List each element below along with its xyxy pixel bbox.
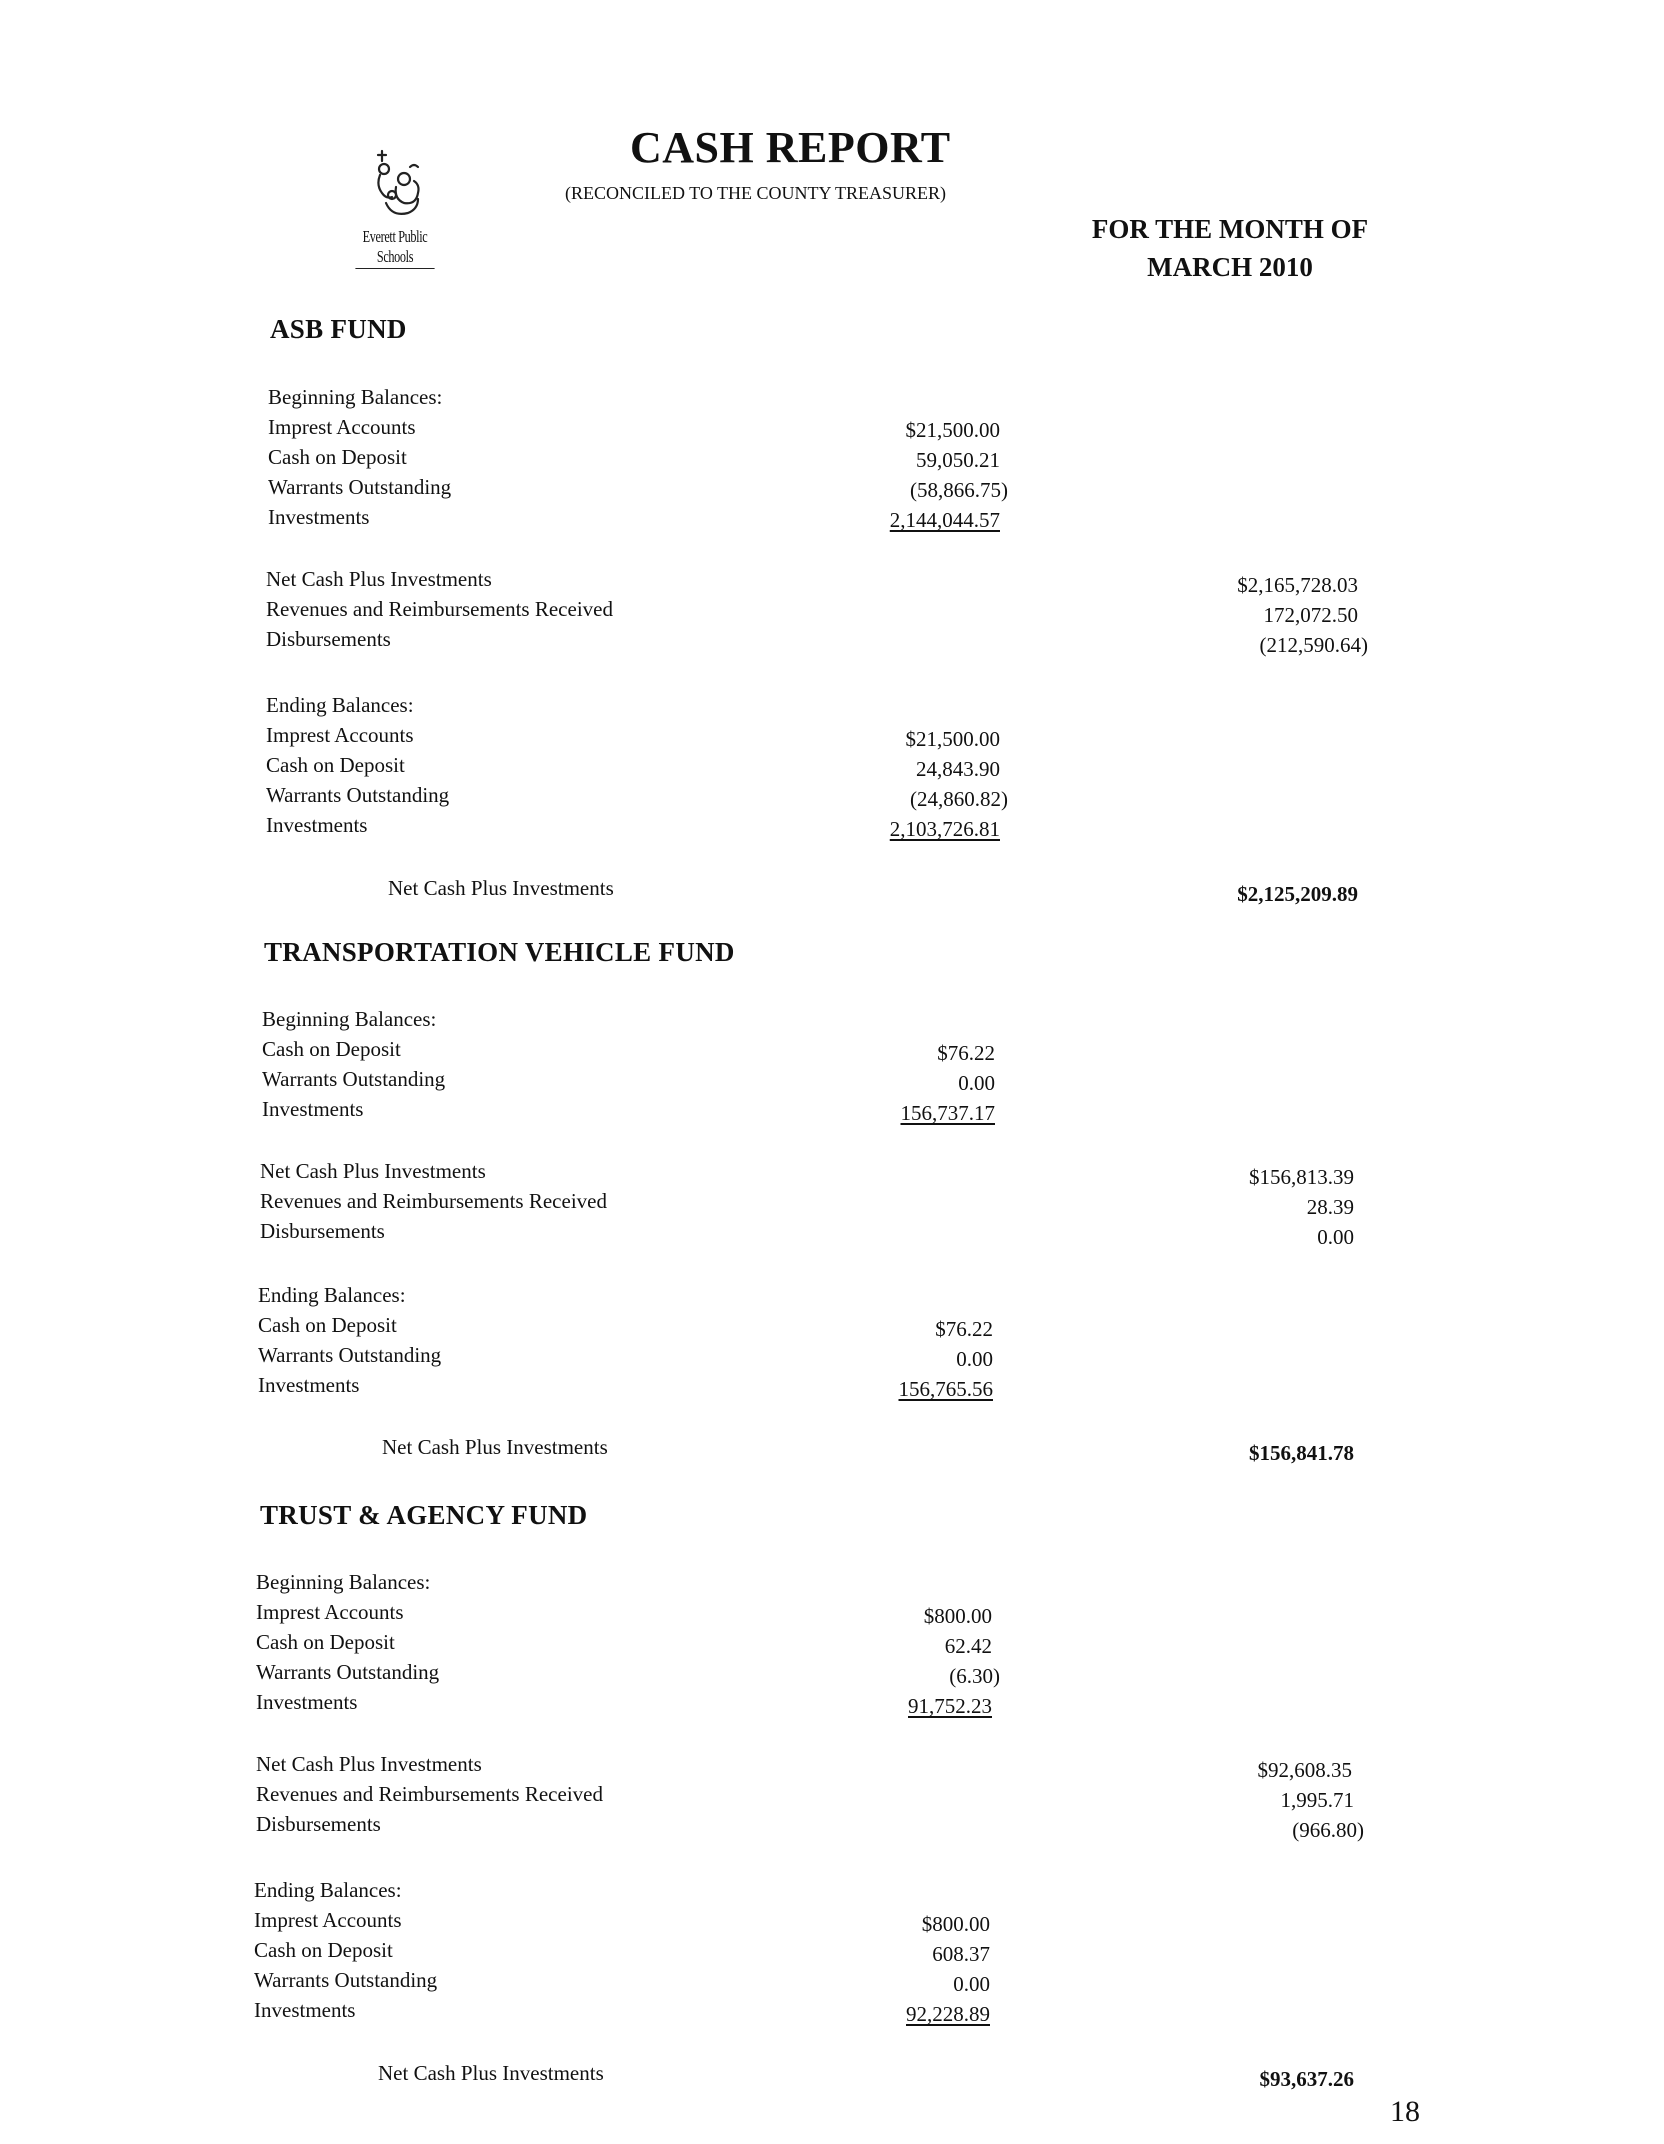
asb-disbursements-value: (212,590.64) [1259, 633, 1368, 657]
asb-beg-investments-value: 2,144,044.57 [889, 508, 1000, 532]
asb-beg-imprest-value: $21,500.00 [905, 418, 1000, 442]
trust-disbursements-value: (966.80) [1292, 1818, 1364, 1842]
tvf-end-warrants-label: Warrants Outstanding [258, 1343, 442, 1367]
trust-beg-warrants-value: (6.30) [949, 1664, 1000, 1688]
asb-end-imprest-label: Imprest Accounts [266, 723, 414, 747]
asb-end-cash-value: 24,843.90 [916, 757, 1000, 781]
asb-fund-title: ASB FUND [270, 314, 407, 344]
asb-net-begin-value: $2,165,728.03 [1237, 573, 1358, 597]
tvf-beg-cash-value: $76.22 [937, 1041, 995, 1065]
tvf-ending-label: Ending Balances: [258, 1283, 406, 1307]
tvf-net-begin-value: $156,813.39 [1249, 1165, 1354, 1189]
trust-ending-label: Ending Balances: [254, 1878, 402, 1902]
tvf-beg-investments-value: 156,737.17 [900, 1101, 995, 1125]
tvf-end-investments-label: Investments [258, 1373, 360, 1397]
trust-beg-warrants-label: Warrants Outstanding [256, 1660, 440, 1684]
trust-end-warrants-value: 0.00 [953, 1972, 990, 1996]
tvf-end-warrants-value: 0.00 [956, 1347, 993, 1371]
tvf-end-investments-value: 156,765.56 [898, 1377, 993, 1401]
trust-beg-cash-value: 62.42 [944, 1634, 992, 1658]
tvf-revenues-value: 28.39 [1306, 1195, 1354, 1219]
asb-net-begin-label: Net Cash Plus Investments [266, 567, 492, 591]
trust-beg-investments-value: 91,752.23 [908, 1694, 992, 1718]
trust-end-warrants-label: Warrants Outstanding [254, 1968, 438, 1992]
asb-net-end-label: Net Cash Plus Investments [388, 876, 614, 900]
asb-beg-investments-label: Investments [268, 505, 370, 529]
trust-beg-cash-label: Cash on Deposit [256, 1630, 395, 1654]
report-subtitle: (RECONCILED TO THE COUNTY TREASURER) [565, 183, 947, 203]
trust-revenues-label: Revenues and Reimbursements Received [256, 1782, 603, 1806]
period-line-1: FOR THE MONTH OF [1091, 214, 1369, 244]
asb-beg-imprest-label: Imprest Accounts [268, 415, 416, 439]
trust-beg-imprest-value: $800.00 [923, 1604, 992, 1628]
tvf-disbursements-value: 0.00 [1317, 1225, 1354, 1249]
tvf-fund-title: TRANSPORTATION VEHICLE FUND [264, 937, 735, 967]
report-period [1070, 210, 1390, 286]
asb-beginning-label: Beginning Balances: [268, 385, 443, 409]
tvf-net-begin-label: Net Cash Plus Investments [260, 1159, 486, 1183]
trust-fund-title: TRUST & AGENCY FUND [260, 1500, 588, 1530]
asb-revenues-value: 172,072.50 [1263, 603, 1358, 627]
asb-end-imprest-value: $21,500.00 [905, 727, 1000, 751]
tvf-beg-warrants-label: Warrants Outstanding [262, 1067, 446, 1091]
page-number: 18 [1390, 2095, 1420, 2128]
district-logo [340, 145, 450, 269]
tvf-beg-cash-label: Cash on Deposit [262, 1037, 401, 1061]
tvf-beg-warrants-value: 0.00 [958, 1071, 995, 1095]
asb-end-warrants-value: (24,860.82) [910, 787, 1008, 811]
tvf-beg-investments-label: Investments [262, 1097, 364, 1121]
trust-end-cash-label: Cash on Deposit [254, 1938, 393, 1962]
trust-disbursements-label: Disbursements [256, 1812, 381, 1836]
tvf-end-cash-value: $76.22 [935, 1317, 993, 1341]
logo-text: Everett Public Schools [355, 227, 434, 269]
asb-end-investments-value: 2,103,726.81 [889, 817, 1000, 841]
asb-ending-label: Ending Balances: [266, 693, 414, 717]
asb-end-warrants-label: Warrants Outstanding [266, 783, 450, 807]
trust-end-imprest-value: $800.00 [921, 1912, 990, 1936]
trust-revenues-value: 1,995.71 [1280, 1788, 1354, 1812]
trust-net-end-label: Net Cash Plus Investments [378, 2061, 604, 2085]
tvf-beginning-label: Beginning Balances: [262, 1007, 437, 1031]
trust-net-end-value: $93,637.26 [1259, 2067, 1354, 2091]
trust-net-begin-value: $92,608.35 [1257, 1758, 1352, 1782]
tvf-revenues-label: Revenues and Reimbursements Received [260, 1189, 607, 1213]
asb-revenues-label: Revenues and Reimbursements Received [266, 597, 613, 621]
period-line-2: MARCH 2010 [1147, 252, 1313, 282]
tvf-net-end-label: Net Cash Plus Investments [382, 1435, 608, 1459]
trust-end-investments-value: 92,228.89 [906, 2002, 990, 2026]
asb-beg-warrants-value: (58,866.75) [910, 478, 1008, 502]
tvf-disbursements-label: Disbursements [260, 1219, 385, 1243]
asb-end-investments-label: Investments [266, 813, 368, 837]
trust-net-begin-label: Net Cash Plus Investments [256, 1752, 482, 1776]
asb-beg-cash-label: Cash on Deposit [268, 445, 407, 469]
trust-beg-investments-label: Investments [256, 1690, 358, 1714]
trust-end-investments-label: Investments [254, 1998, 356, 2022]
asb-net-end-value: $2,125,209.89 [1237, 882, 1358, 906]
asb-beg-warrants-label: Warrants Outstanding [268, 475, 452, 499]
tvf-end-cash-label: Cash on Deposit [258, 1313, 397, 1337]
trust-end-cash-value: 608.37 [932, 1942, 990, 1966]
trust-beginning-label: Beginning Balances: [256, 1570, 431, 1594]
tvf-net-end-value: $156,841.78 [1249, 1441, 1354, 1465]
asb-beg-cash-value: 59,050.21 [916, 448, 1000, 472]
asb-end-cash-label: Cash on Deposit [266, 753, 405, 777]
trust-end-imprest-label: Imprest Accounts [254, 1908, 402, 1932]
report-title: CASH REPORT [630, 123, 951, 172]
trust-beg-imprest-label: Imprest Accounts [256, 1600, 404, 1624]
asb-disbursements-label: Disbursements [266, 627, 391, 651]
children-logo-icon [360, 145, 430, 225]
